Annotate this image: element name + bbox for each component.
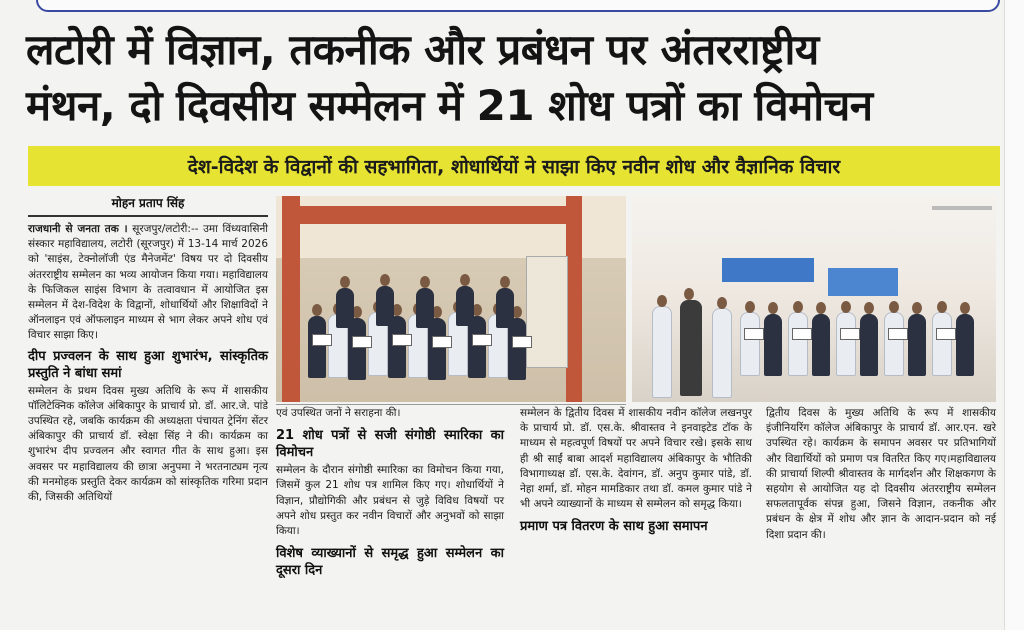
adjacent-page-strip (1004, 0, 1024, 630)
col3-para-1: सम्मेलन के द्वितीय दिवस में शासकीय नवीन कॉलेज लखनपुर के प्राचार्य प्रो. डॉ. एस.के. श्रीवास्तव ने इनवाइटेड टॉक के माध्यम से महत्वपूर्ण विषयों पर अपने विचार रखे। इसके साथ ही श्री साईं बाबा आदर्श महाविद्यालय अंबिकापुर के भौतिकी विभागाध्यक्ष डॉ. एस.के. देवांगन, डॉ. अनुप कुमार पांडे, डॉ. नेहा शर्मा, डॉ. मोहन मामडिकार तथा डॉ. कमल कुमार पांडे ने भी अपने व्याख्यानों के माध्यम से सम्मेलन को समृद्ध किया। (520, 407, 752, 511)
article-column-4 (766, 406, 996, 543)
col2-subhead-2: विशेष व्याख्यानों से समृद्ध हुआ सम्मेलन का दूसरा दिन (276, 546, 504, 579)
headline-line-1: लटोरी में विज्ञान, तकनीक और प्रबंधन पर अंतरराष्ट्रीय (26, 25, 819, 74)
col4-para-1: द्वितीय दिवस के मुख्य अतिथि के रूप में शासकीय इंजीनियरिंग कॉलेज अंबिकापुर के प्राचार्य डॉ. आर.एन. खरे उपस्थित रहे। कार्यक्रम के समापन अवसर पर प्रतिभागियों और विद्यार्थियों को प्रमाण पत्र वितरित किए गए।महाविद्यालय की प्राचार्या शिल्पी श्रीवास्तव के मार्गदर्शन और शिक्षकगण के सहयोग से आयोजित यह दो दिवसीय अंतरराष्ट्रीय सम्मेलन सफलतापूर्वक संपन्न हुआ, जिसने विज्ञान, तकनीक और प्रबंधन के क्षेत्र में शोध और ज्ञान के आदान-प्रदान को नई दिशा प्रदान की। (766, 407, 996, 541)
top-frame (36, 0, 1000, 12)
headline (26, 22, 1001, 134)
photo-divider (276, 404, 626, 405)
article-column-2 (276, 406, 504, 581)
photo-certificate-distribution (632, 196, 996, 402)
subheadline-text: देश-विदेश के विद्वानों की सहभागिता, शोधार्थियों ने साझा किए नवीन शोध और वैज्ञानिक विचार (187, 156, 841, 178)
col1-para-2: सम्मेलन के प्रथम दिवस मुख्य अतिथि के रूप में शासकीय पॉलिटेक्निक कॉलेज अंबिकापुर के प्राचार्य प्रो. डॉ. आर.जे. पांडे उपस्थित रहे, जबकि कार्यक्रम की अध्यक्षता पंचायत ट्रेनिंग सेंटर अंबिकापुर की प्राचार्य डॉ. स्वेक्षा सिंह ने की। कार्यक्रम का शुभारंभ दीप प्रज्वलन और स्वागत गीत के साथ हुआ। इस अवसर पर महाविद्यालय की छात्रा अनुपमा ने भरतनाट्यम नृत्य की मनमोहक प्रस्तुति देकर कार्यक्रम को सांस्कृतिक गरिमा प्रदान की, जिसकी अतिथियों (28, 384, 268, 504)
col1-subhead: दीप प्रज्वलन के साथ हुआ शुभारंभ, सांस्कृतिक प्रस्तुति ने बांधा समां (28, 348, 268, 381)
byline-block (28, 192, 268, 217)
dateline: राजधानी से जनता तक । (28, 223, 128, 235)
col1-para-1: सूरजपुर/लटोरी:-- उमा विंध्यवासिनी संस्कार महाविद्यालय, लटोरी (सूरजपुर) में 13-14 मार्च 2026 को 'साइंस, टेक्नोलॉजी एंड मैनेजमेंट' विषय पर दो दिवसीय अंतरराष्ट्रीय सम्मेलन का भव्य आयोजन किया गया। महाविद्यालय के फिजिकल साइंस विभाग के तत्वावधान में आयोजित इस सम्मेलन में देश-विदेश के विद्वानों, शोधार्थियों और शिक्षाविदों ने ऑनलाइन एवं ऑफलाइन माध्यम से भाग लेकर अपने शोध एवं विचार साझा किए। (28, 223, 268, 342)
headline-line-2: मंथन, दो दिवसीय सम्मेलन में 21 शोध पत्रों का विमोचन (26, 81, 873, 130)
col2-subhead-1: 21 शोध पत्रों से सजी संगोष्ठी स्मारिका का विमोचन (276, 428, 504, 461)
subheadline-banner (28, 146, 1000, 186)
byline: मोहन प्रताप सिंह (28, 192, 268, 217)
article-column-3 (520, 406, 752, 537)
photo-students-building (276, 196, 626, 402)
col3-subhead: प्रमाण पत्र वितरण के साथ हुआ समापन (520, 519, 708, 535)
article-column-1 (28, 222, 268, 505)
col2-para-2: सम्मेलन के दौरान संगोष्ठी स्मारिका का विमोचन किया गया, जिसमें कुल 21 शोध पत्र शामिल किए गए। शोधार्थियों ने विज्ञान, प्रौद्योगिकी और प्रबंधन से जुड़े विविध विषयों पर अपने शोध प्रस्तुत कर नवीन विचारों और अनुभवों को साझा किया। (276, 464, 504, 538)
col2-para-1: एवं उपस्थित जनों ने सराहना की। (276, 407, 401, 419)
